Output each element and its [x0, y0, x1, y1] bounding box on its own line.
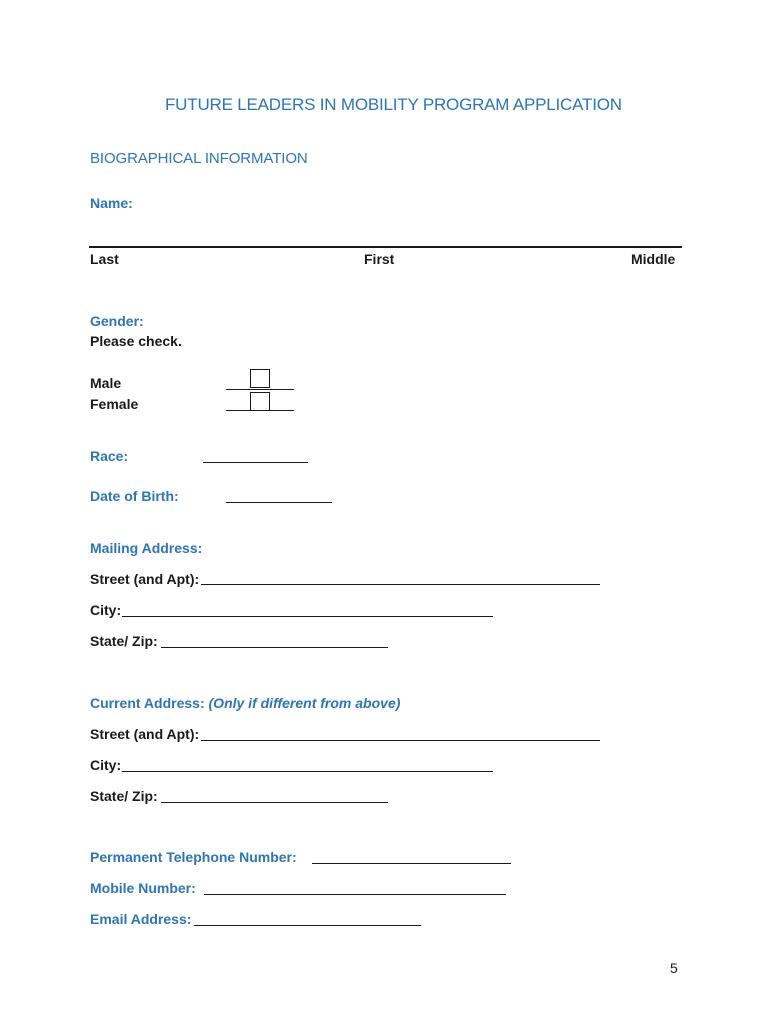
mailing-street-field[interactable]: [201, 584, 600, 585]
current-statezip-label: State/ Zip:: [90, 788, 158, 804]
email-address-field[interactable]: [194, 925, 421, 926]
name-middle-caption: Middle: [631, 251, 676, 267]
page-number: 5: [670, 960, 678, 976]
mailing-city-field[interactable]: [122, 616, 493, 617]
male-underline: [226, 389, 294, 390]
name-label: Name:: [90, 195, 133, 211]
mailing-statezip-field[interactable]: [161, 647, 388, 648]
mailing-address-heading: Mailing Address:: [90, 540, 203, 556]
gender-option-male-label: Male: [90, 375, 122, 391]
dob-field-line[interactable]: [226, 502, 332, 503]
current-address-note: (Only if different from above): [208, 695, 401, 711]
current-address-heading-text: Current Address:: [90, 695, 205, 711]
permanent-phone-field[interactable]: [312, 863, 511, 864]
current-street-field[interactable]: [201, 740, 600, 741]
race-field-line[interactable]: [203, 462, 308, 463]
dob-label: Date of Birth:: [90, 488, 179, 504]
race-label: Race:: [90, 448, 129, 464]
mailing-street-label: Street (and Apt):: [90, 571, 200, 587]
current-street-label: Street (and Apt):: [90, 726, 200, 742]
mailing-statezip-label: State/ Zip:: [90, 633, 158, 649]
mailing-city-label: City:: [90, 602, 122, 618]
section-heading: BIOGRAPHICAL INFORMATION: [90, 150, 308, 167]
male-checkbox[interactable]: [250, 369, 270, 388]
mobile-number-field[interactable]: [204, 894, 506, 895]
mobile-number-label: Mobile Number:: [90, 880, 196, 896]
email-address-label: Email Address:: [90, 911, 192, 927]
page-title: FUTURE LEADERS IN MOBILITY PROGRAM APPLICATION: [165, 95, 622, 114]
current-statezip-field[interactable]: [161, 802, 388, 803]
current-city-field[interactable]: [122, 771, 493, 772]
name-first-caption: First: [364, 251, 395, 267]
current-address-heading: [90, 695, 400, 711]
permanent-phone-label: Permanent Telephone Number:: [90, 849, 297, 865]
gender-label: Gender:: [90, 313, 144, 329]
gender-instruction: Please check.: [90, 333, 182, 349]
female-checkbox[interactable]: [250, 392, 270, 411]
gender-option-female-label: Female: [90, 396, 139, 412]
name-last-caption: Last: [90, 251, 119, 267]
name-field-line[interactable]: [89, 246, 682, 248]
current-city-label: City:: [90, 757, 122, 773]
